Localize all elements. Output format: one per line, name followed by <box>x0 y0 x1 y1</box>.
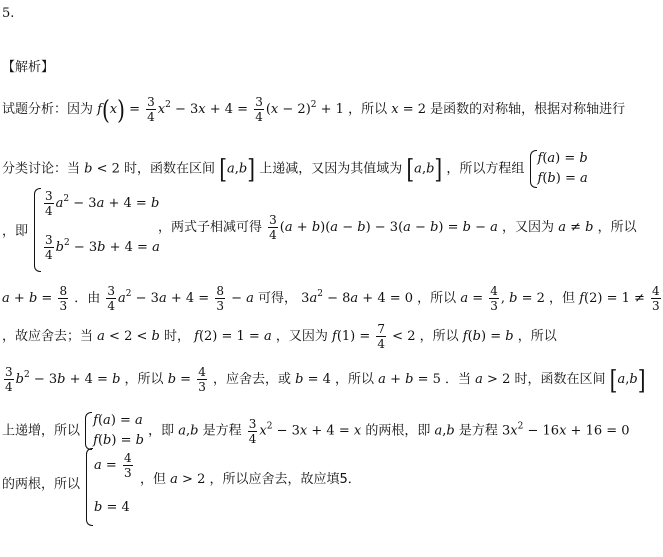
text-fragment: ，但 <box>549 291 576 306</box>
text-fragment: ，所以 <box>335 372 375 387</box>
text-fragment: 是方程 <box>458 423 498 439</box>
text-fragment: ，所以 <box>517 329 557 344</box>
analysis-line-8: ，但 a > 2 ，所以应舍去，故应填5． <box>140 472 361 487</box>
analysis-line-2: 分类讨论：当 b < 2 时，函数在区间 [a,b] 上递减，又因为其值域为 [a,b] ，所以方程组 f(a) = b f(b) = a <box>2 149 588 189</box>
text-fragment: 的两根，即 <box>365 423 431 439</box>
analysis-line-1: 试题分析：因为 f(x) = $\frac{3}{4}$ $x^2 - 3x + 4$ = $\frac{3}{4}$ $(x - 2)^2 + 1$ ，所以 x = 2 是函数的对称轴，根据对称轴进行 <box>2 93 626 126</box>
system-equation-2: $\frac{3}{4}$ $b^2 - 3b + 4 = a$ <box>45 233 160 262</box>
text-fragment: ，两式子相减可得 <box>158 220 263 235</box>
text-fragment: ，所以 <box>348 102 388 117</box>
system-equation-a: a = $\frac{4}{3}$ <box>94 451 132 480</box>
text-fragment: 可得， <box>258 291 298 306</box>
section-label: 【解析】 <box>2 60 55 75</box>
equation-system: f(a) = a f(b) = b <box>84 411 144 451</box>
text-fragment: ，即 <box>148 423 175 439</box>
text-fragment: ，即 <box>2 224 29 239</box>
text-fragment: 上递减，又因为其值域为 <box>259 161 403 177</box>
text-fragment: ，所以 <box>124 372 164 387</box>
text-fragment: ，所以 <box>417 291 457 306</box>
text-fragment: ，所以应舍去，故应填5． <box>209 472 361 487</box>
system-equation-1: $\frac{3}{4}$ $a^2 - 3a + 4 = b$ <box>45 189 160 218</box>
text-fragment: 时，函数在区间 <box>124 161 216 177</box>
analysis-line-4: a + b = $\frac{8}{3}$ ．由 $\frac{3}{4}$ $a^2 - 3a + 4$ = $\frac{8}{3}$ − a 可得， $3a^2 - 8a + 4 = 0$ ，所以 a = $\frac{4}{3}$ , b = 2 ，但 f(2) = 1 ≠ $\frac{4}{3}$ <box>2 284 660 313</box>
text-fragment: ，应舍去，或 <box>212 372 291 387</box>
analysis-line-3: ，两式子相减可得 $\frac{3}{4}$ (a + b)(a − b) − 3(a − b) = b − a ，又因为 a ≠ b ，所以 <box>158 213 637 242</box>
equation-system-brace <box>86 448 94 526</box>
analysis-line-7: 上递增，所以 f(a) = a f(b) = b ，即 a,b 是方程 $\frac{3}{4}$ $x^2 - 3x + 4 = x$ 的两根，即 a,b 是方程 $3x^2 - 16x + 16 = 0$ <box>2 411 630 451</box>
text-fragment: ，又因为 <box>275 329 328 344</box>
text-fragment: 时，函数在区间 <box>514 372 606 387</box>
text-fragment: ，故应舍去；当 <box>2 329 94 344</box>
text-fragment: ，又因为 <box>502 220 555 235</box>
text-fragment: 试题分析：因为 <box>2 102 94 117</box>
text-fragment: 时， <box>163 329 190 344</box>
text-fragment: 的两根，所以 <box>2 477 81 492</box>
text-fragment: 上递增，所以 <box>2 423 81 439</box>
text-fragment: ，所以 <box>419 329 459 344</box>
text-fragment: 是方程 <box>202 423 242 439</box>
equation-system: f(a) = b f(b) = a <box>529 149 588 189</box>
text-fragment: ．当 <box>445 372 472 387</box>
problem-number: 5. <box>2 6 15 21</box>
text-fragment: ．由 <box>74 291 101 306</box>
analysis-line-5: ，故应舍去；当 a < 2 < b 时， f(2) = 1 = a ，又因为 f(1) = $\frac{7}{4}$ < 2 ，所以 f(b) = b ，所以 <box>2 322 557 351</box>
text-fragment: 分类讨论：当 <box>2 161 81 177</box>
text-fragment: ，但 <box>140 472 167 487</box>
text-fragment: ，所以方程组 <box>446 161 525 177</box>
equation-system-brace <box>34 188 42 272</box>
text-fragment: ，所以 <box>597 220 637 235</box>
analysis-line-6: $\frac{3}{4}$ $b^2 - 3b + 4 = b$ ，所以 b = $\frac{4}{3}$ ，应舍去，或 b = 4 ，所以 a + b = 5 ．当 a > 2 时，函数在区间 [a,b] <box>5 363 646 396</box>
text-fragment: 是函数的对称轴，根据对称轴进行 <box>430 102 626 117</box>
system-equation-b: b = 4 <box>94 500 130 515</box>
